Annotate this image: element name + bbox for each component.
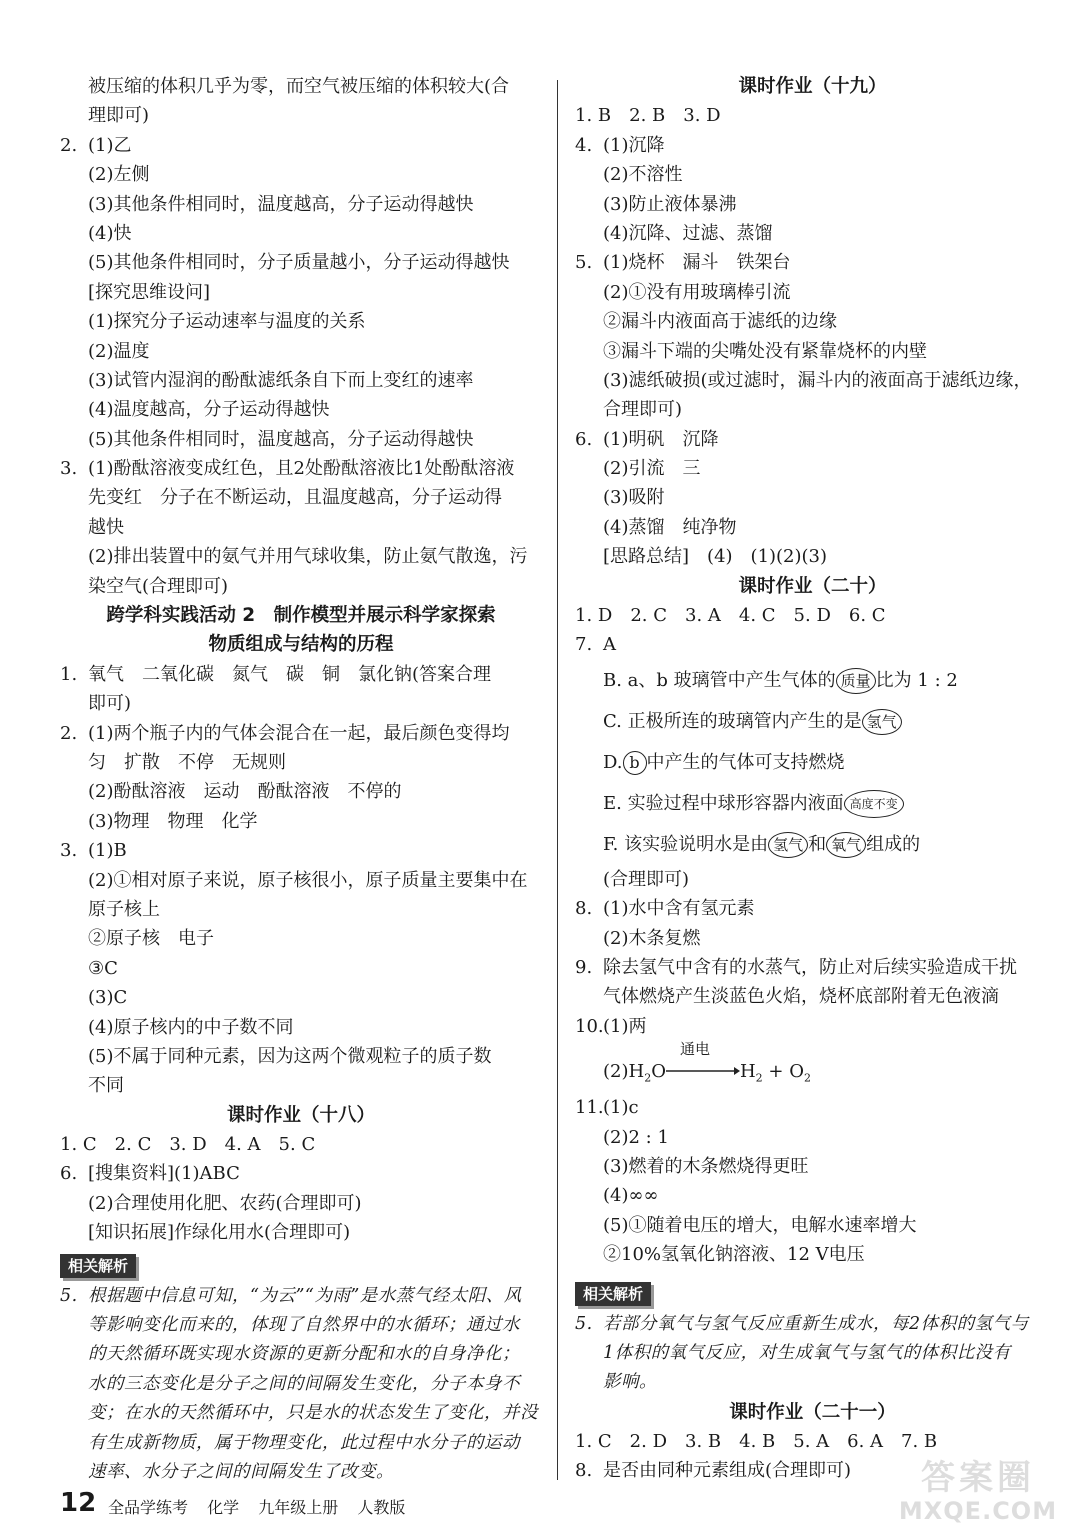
answer-line: (3)滤纸破损(或过滤时，漏斗内的液面高于滤纸边缘， [603,369,1032,391]
correction-text: C. 正极所连的玻璃管内产生的是 [603,710,862,732]
question-number: 5. [575,1313,593,1334]
answer-line: (1)探究分子运动速率与温度的关系 [88,311,366,333]
circled-word: 氢气 [862,709,902,735]
watermark-title: 答案圈 [921,1458,1035,1498]
correction-text: D. [603,751,623,773]
analysis-tag: 相关解析 [60,1254,136,1278]
correction-text: F. 该实验说明水是由 [603,833,769,855]
section-label: [探究思维设问] [88,281,211,303]
note-line: 影响。 [603,1372,657,1393]
note-line: 等影响变化而来的，体现了自然界中的水循环；通过水 [88,1315,520,1336]
right-column [575,72,1050,1486]
answer-line: 不同 [88,1075,124,1097]
circled-word: 氢气 [768,832,808,858]
section-title: 课时作业（十九） [738,76,887,97]
answer-line: (4)∞∞ [603,1185,659,1207]
correction-line [575,783,1050,824]
answer-line: (3)物理 物理 化学 [88,810,258,832]
answer-line: [思路总结] (4) (1)(2)(3) [603,546,828,568]
answer-line: (5)其他条件相同时，分子质量越小，分子运动得越快 [88,252,510,274]
answer-line: (1)沉降 [603,134,665,156]
answer-line: 先变红 分子在不断运动，且温度越高，分子运动得 [88,487,502,509]
answer-line: (3)燃着的木条燃烧得更旺 [603,1155,809,1177]
correction-line [575,824,1050,865]
question-number: 5. [60,1285,78,1306]
question-number: 4. [575,134,593,156]
answer-line: (2)引流 三 [603,458,701,480]
answer-line: (2)①没有用玻璃棒引流 [603,281,791,303]
answer-line: 即可) [88,693,132,715]
answer-line: (2)不溶性 [603,164,683,186]
answer-line: ②10%氢氧化钠溶液、12 V电压 [603,1244,865,1266]
plus-sign: + [768,1061,784,1083]
page-number: 12 [60,1488,97,1518]
correction-text: 组成的 [866,833,921,855]
text-line: 被压缩的体积几乎为零，而空气被压缩的体积较大(合 [88,76,510,97]
answer-line: (1)酚酞溶液变成红色，且2处酚酞溶液比1处酚酞溶液 [88,458,515,480]
answer-line: (1)c [603,1097,639,1119]
note-line: 变；在水的天然循环中，只是水的状态发生了变化，并没 [88,1403,538,1424]
question-number: 6. [60,1163,78,1185]
answer-line: 除去氢气中含有的水蒸气，防止对后续实验造成干扰 [603,956,1017,978]
question-number: 3. [60,840,78,862]
question-number: 3. [60,458,78,480]
answer-line: 1. C 2. D 3. B 4. B 5. A 6. A 7. B [575,1431,938,1453]
answer-line: (1)烧杯 漏斗 铁架台 [603,252,791,274]
answer-line: (2)合理使用化肥、农药(合理即可) [88,1192,362,1214]
circled-word: 质量 [836,668,876,694]
correction-text: 和 [808,833,827,855]
answer-line: (1)水中含有氢元素 [603,898,755,920]
answer-line: (2)2 : 1 [603,1126,669,1148]
watermark-url: MXQE.COM [898,1497,1058,1525]
question-number: 2. [60,722,78,744]
answer-line: ③C [88,957,118,979]
series-name: 全品学练考 [108,1498,189,1517]
answer-line: 1. C 2. C 3. D 4. A 5. C [60,1134,316,1156]
answer-line: (3)试管内湿润的酚酞滤纸条自下而上变红的速率 [88,369,474,391]
answer-line: (4)蒸馏 纯净物 [603,516,737,538]
page-footer [60,1486,760,1526]
answer-line: 匀 扩散 不停 无规则 [88,751,286,773]
correction-text: 中产生的气体可支持燃烧 [646,751,845,773]
answer-line: 原子核上 [88,898,160,920]
correction-text: B. a、b 玻璃管中产生气体的 [603,669,836,691]
text-line: 理即可) [88,105,150,127]
question-number: 8. [575,898,593,920]
answer-line: A [603,634,616,656]
answer-line: 越快 [88,516,124,538]
answer-line: ③漏斗下端的尖嘴处没有紧靠烧杯的内壁 [603,340,927,362]
reaction-condition: 通电 [679,1040,710,1059]
answer-line: (4)温度越高，分子运动得越快 [88,399,330,421]
correction-line [575,742,1050,783]
question-number: 2. [60,134,78,156]
answer-line: (3)吸附 [603,487,665,509]
answer-line: (2)酚酞溶液 运动 酚酞溶液 不停的 [88,781,402,803]
answer-line: (5)不属于同种元素，因为这两个微观粒子的质子数 [88,1045,492,1067]
circled-word: 氧气 [826,832,866,858]
answer-line: 氧气 二氧化碳 氮气 碳 铜 氯化钠(答案合理 [88,663,492,685]
section-title: 课时作业（十八） [226,1104,375,1126]
note-line: 若部分氧气与氢气反应重新生成水，每2体积的氢气与 [603,1313,1029,1334]
answer-line: (1)B [88,840,127,862]
question-number: 5. [575,252,593,274]
answer-line: 1. B 2. B 3. D [575,105,721,127]
reaction-arrow [666,1040,740,1083]
answer-line: (2)排出装置中的氨气并用气球收集，防止氨气散逸，污 [88,546,528,568]
question-number: 9. [575,956,593,978]
answer-line: (5)①随着电压的增大，电解水速率增大 [603,1214,917,1236]
question-number: 10. [575,1015,604,1037]
grade: 九年级上册 [258,1498,339,1517]
question-number: 6. [575,428,593,450]
answer-line: 合理即可) [603,399,683,421]
correction-line [575,701,1050,742]
circled-letter: b [623,751,647,775]
column-divider [557,80,558,1480]
note-line: 速率、水分子之间的间隔发生了改变。 [88,1461,394,1482]
note-line: 1体积的氧气反应，对生成氧气与氢气的体积比没有 [603,1342,1011,1363]
answer-line: (4)沉降、过滤、蒸馏 [603,222,773,244]
circled-word: 高度不变 [844,790,904,818]
answer-line: (4)快 [88,222,132,244]
analysis-tag: 相关解析 [575,1282,651,1306]
note-line: 水的三态变化是分子之间的间隔发生变化，分子本身不 [88,1373,520,1394]
answer-line: (2)木条复燃 [603,927,701,949]
note-line: 根据题中信息可知，“为云”“为雨”是水蒸气经太阳、风 [88,1285,522,1306]
answer-line: (2)左侧 [88,164,150,186]
answer-line: ②原子核 电子 [88,928,214,950]
answer-line: 是否由同种元素组成(合理即可) [603,1460,852,1482]
chemical-equation: $(2)H_2O$ 通电 $H_2 + O_2$ [603,1040,811,1085]
answer-line: (1)乙 [88,134,132,156]
answer-line: (2)①相对原子来说，原子核很小，原子质量主要集中在 [88,869,528,891]
sub-question-label: (2) [603,1061,629,1083]
note-line: 有生成新物质，属于物理变化，此过程中水分子的运动 [88,1432,520,1453]
answer-line: [搜集资料](1)ABC [88,1163,240,1185]
answer-line: (5)其他条件相同时，温度越高，分子运动得越快 [88,428,474,450]
answer-line: (1)两个瓶子内的气体会混合在一起，最后颜色变得均 [88,722,510,744]
answer-line: (3)防止液体暴沸 [603,193,737,215]
watermark [883,1458,1073,1528]
correction-text: E. 实验过程中球形容器内液面 [603,792,844,814]
question-number: 11. [575,1097,604,1119]
correction-text: 比为 1 : 2 [875,669,958,691]
answer-line: 染空气(合理即可) [88,575,229,597]
question-number: 8. [575,1460,593,1482]
section-title: 物质组成与结构的历程 [208,634,394,656]
question-number: 1. [60,663,78,685]
answer-line: (4)原子核内的中子数不同 [88,1016,294,1038]
answer-line: (1)明矾 沉降 [603,428,719,450]
edition: 人教版 [357,1498,406,1517]
answer-line: (3)C [88,987,128,1009]
answer-line: (2)温度 [88,340,150,362]
correction-line [575,660,1050,701]
section-title: 跨学科实践活动 2 制作模型并展示科学家探索 [106,605,496,627]
answer-line: ②漏斗内液面高于滤纸的边缘 [603,311,837,333]
question-number: 7. [575,634,593,656]
answer-line: [知识拓展]作绿化用水(合理即可) [88,1222,351,1244]
answer-line: 气体燃烧产生淡蓝色火焰，烧杯底部附着无色液滴 [603,986,999,1008]
book-info [108,1495,419,1518]
section-title: 课时作业（二十） [738,575,887,597]
answer-line: (1)两 [603,1015,647,1037]
answer-line: (3)其他条件相同时，温度越高，分子运动得越快 [88,193,474,215]
note-line: 的天然循环既实现水资源的更新分配和水的自身净化； [88,1344,520,1365]
subject: 化学 [207,1498,240,1517]
section-title: 课时作业（二十一） [729,1401,896,1423]
left-column [60,72,542,1487]
answer-line: 1. D 2. C 3. A 4. C 5. D 6. C [575,605,886,627]
answer-line: (合理即可) [603,868,690,890]
arrow-icon [666,1065,740,1077]
